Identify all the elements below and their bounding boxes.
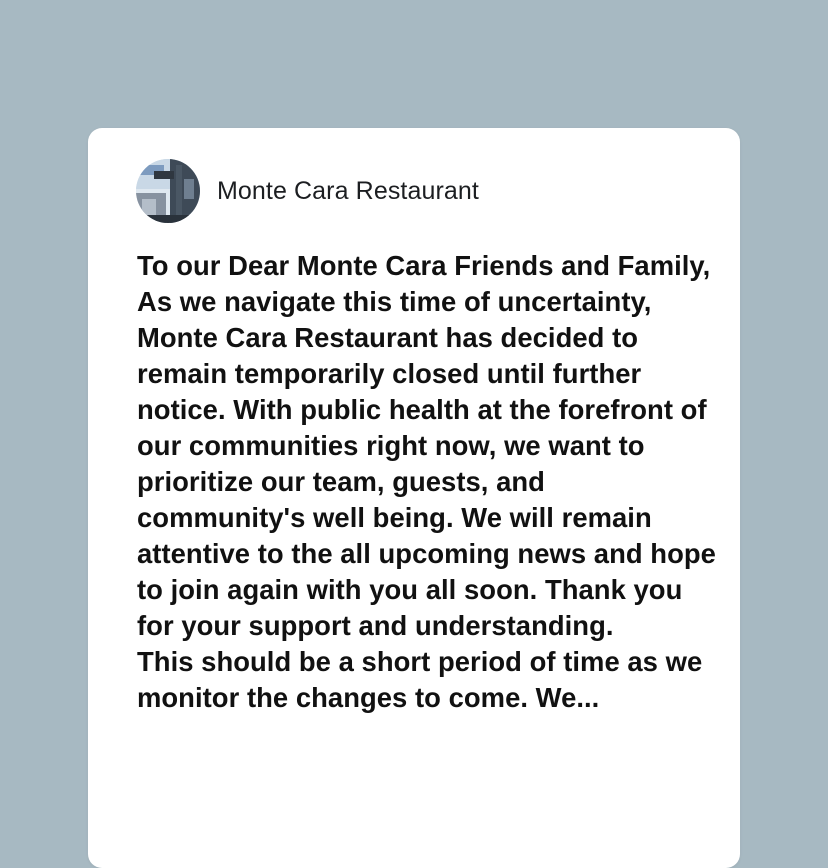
post-paragraph-main: As we navigate this time of uncertainty, Monte Cara Restaurant has decided to remain temporarily closed until further notice. With public health at the forefront of our communities right now, we want to prioritize our team, guests, and community's well being. We will remain attentive to the all upcoming news and hope to join again with you all soon. Thank you for your support and understanding. — [137, 286, 716, 641]
page-name[interactable]: Monte Cara Restaurant — [217, 176, 479, 205]
post-text — [137, 248, 717, 716]
post-paragraph-closing: This should be a short period of time as we monitor the changes to come. We... — [137, 646, 703, 713]
post-header — [136, 159, 479, 223]
avatar[interactable] — [136, 159, 200, 223]
storefront-photo-icon — [136, 159, 200, 223]
post-card — [88, 128, 740, 868]
post-paragraph-greeting: To our Dear Monte Cara Friends and Family, — [137, 250, 711, 281]
